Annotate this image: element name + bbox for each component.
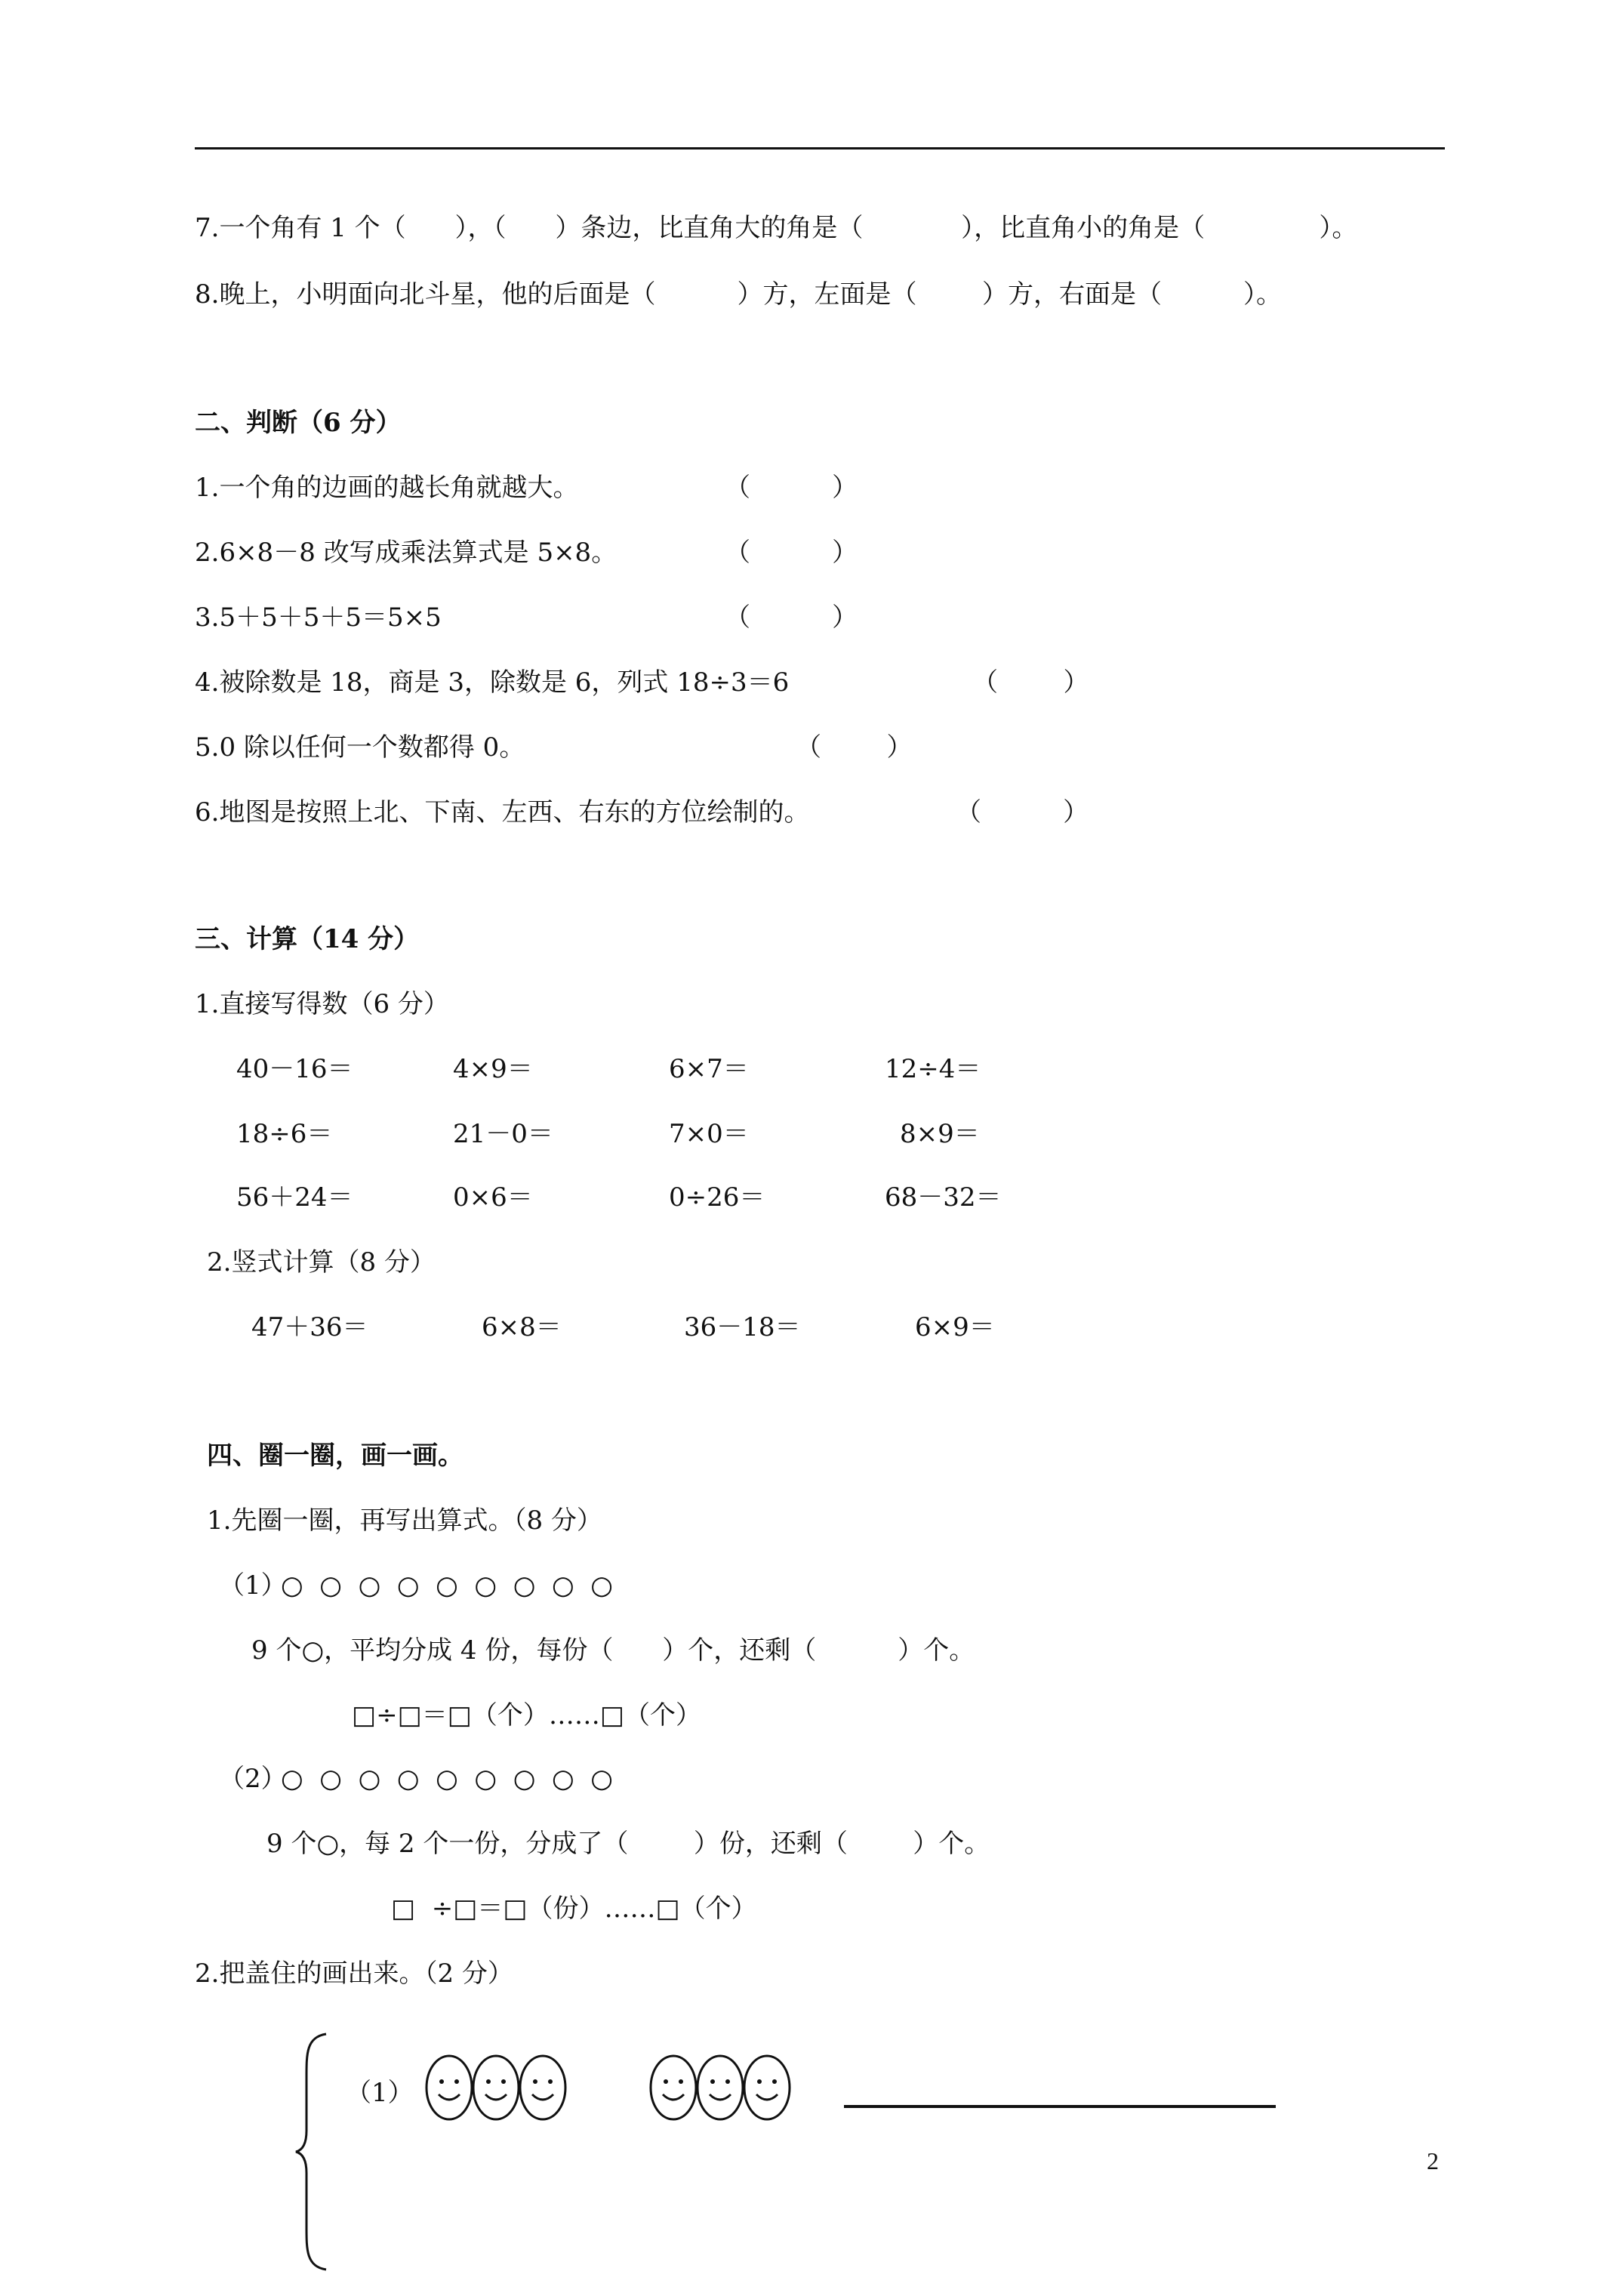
draw-label: （1） [346,2078,414,2108]
calc-cell: 18÷6＝ [236,1119,333,1149]
smiley-face-icon [425,2054,473,2122]
group2-label: （2） [219,1764,287,1794]
judge-item-6: 6.地图是按照上北、下南、左西、右东的方位绘制的。 [195,797,810,827]
answer-line[interactable] [844,2105,1276,2108]
judge-item-3: 3.5＋5＋5＋5＝5×5 [195,603,442,633]
judge-bracket-5[interactable]: （ ） [796,732,913,763]
group1-label: （1） [219,1570,287,1601]
calc-cell: 40－16＝ [236,1054,353,1084]
group1-text: 9 个○，平均分成 4 份，每份（ ）个，还剩（ ）个。 [251,1635,975,1666]
vertical-calc-item: 6×8＝ [482,1312,562,1342]
page-number: 2 [1427,2147,1439,2174]
smiley-face-icon [743,2054,791,2122]
calc-cell: 0÷26＝ [669,1182,765,1213]
header-rule [195,147,1445,149]
judge-bracket-4[interactable]: （ ） [972,667,1089,698]
judge-item-2: 2.6×8－8 改写成乘法算式是 5×8。 [195,538,617,568]
calc-cell: 6×7＝ [669,1054,749,1084]
smiley-face-icon [472,2054,520,2122]
section-calc-title: 三、计算（14 分） [195,924,420,954]
calc-cell: 8×9＝ [900,1119,980,1149]
judge-item-5: 5.0 除以任何一个数都得 0。 [195,732,525,763]
calc-cell: 56＋24＝ [236,1182,353,1213]
section-circle-title: 四、圈一圈，画一画。 [207,1441,463,1471]
smiley-face-icon [696,2054,744,2122]
circle-sub2-title: 2.把盖住的画出来。（2 分） [195,1959,513,1989]
calc-cell: 68－32＝ [885,1182,1002,1213]
direct-calc-title: 1.直接写得数（6 分） [195,989,449,1019]
calc-cell: 21－0＝ [453,1119,553,1149]
judge-bracket-3[interactable]: （ ） [725,603,858,633]
calc-cell: 7×0＝ [669,1119,749,1149]
judge-bracket-6[interactable]: （ ） [956,797,1089,827]
group2-text: 9 个○，每 2 个一份，分成了（ ）份，还剩（ ）个。 [266,1829,990,1859]
judge-bracket-2[interactable]: （ ） [725,538,858,568]
judge-bracket-1[interactable]: （ ） [725,473,858,503]
section-judge-title: 二、判断（6 分） [195,408,402,438]
group2-formula: □ ÷□＝□（份）……□（个） [391,1894,757,1924]
group2-circles: ○ ○ ○ ○ ○ ○ ○ ○ ○ [281,1764,613,1794]
calc-cell: 12÷4＝ [885,1054,981,1084]
smiley-face-icon [649,2054,698,2122]
curly-brace-icon [293,2031,331,2273]
vertical-calc-item: 47＋36＝ [251,1312,368,1342]
judge-item-4: 4.被除数是 18，商是 3，除数是 6，列式 18÷3＝6 [195,667,790,698]
vertical-calc-item: 36－18＝ [684,1312,801,1342]
calc-cell: 4×9＝ [453,1054,533,1084]
vertical-calc-title: 2.竖式计算（8 分） [207,1247,436,1277]
calc-cell: 0×6＝ [453,1182,533,1213]
judge-item-1: 1.一个角的边画的越长角就越大。 [195,473,579,503]
circle-sub1-title: 1.先圈一圈，再写出算式。（8 分） [207,1505,602,1536]
question-8: 8.晚上，小明面向北斗星，他的后面是（ ）方，左面是（ ）方，右面是（ ）。 [195,279,1283,310]
vertical-calc-item: 6×9＝ [915,1312,995,1342]
group1-circles: ○ ○ ○ ○ ○ ○ ○ ○ ○ [281,1570,613,1601]
smiley-face-icon [519,2054,567,2122]
question-7: 7.一个角有 1 个（ ），（ ）条边，比直角大的角是（ ），比直角小的角是（ ）。 [195,213,1358,243]
group1-formula: □÷□＝□（个）……□（个） [352,1700,701,1730]
